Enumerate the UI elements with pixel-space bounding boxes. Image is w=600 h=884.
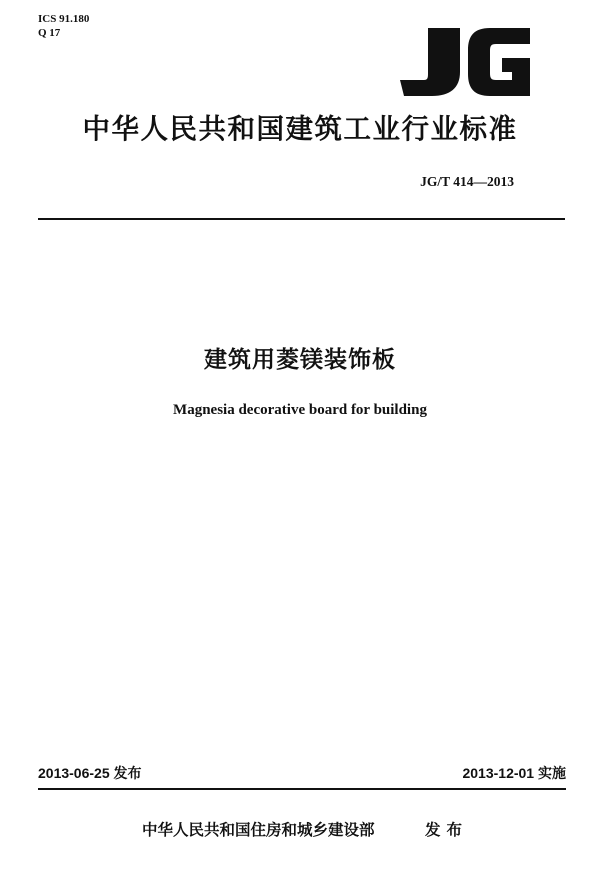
ccs-code: Q 17: [38, 27, 61, 39]
issue-action: 发布: [425, 821, 469, 839]
implementation-date: 2013-12-01 实施: [462, 765, 566, 781]
classification-codes: [38, 12, 89, 40]
org-title: 中华人民共和国建筑工业行业标准: [82, 113, 518, 145]
logo-letter-g: [468, 28, 530, 96]
document-title-chinese: 建筑用菱镁装饰板: [204, 347, 396, 373]
logo-letter-j: [400, 28, 460, 96]
footer-divider: [38, 788, 566, 790]
issuing-authority: 中华人民共和国住房和城乡建设部: [142, 821, 375, 839]
document-title-english: Magnesia decorative board for building: [173, 402, 427, 418]
jg-logo: [400, 28, 530, 96]
issue-date: 2013-06-25 发布: [38, 765, 142, 781]
header-divider: [38, 218, 565, 220]
ics-code: ICS 91.180: [38, 13, 90, 25]
standard-number: JG/T 414—2013: [420, 174, 514, 189]
